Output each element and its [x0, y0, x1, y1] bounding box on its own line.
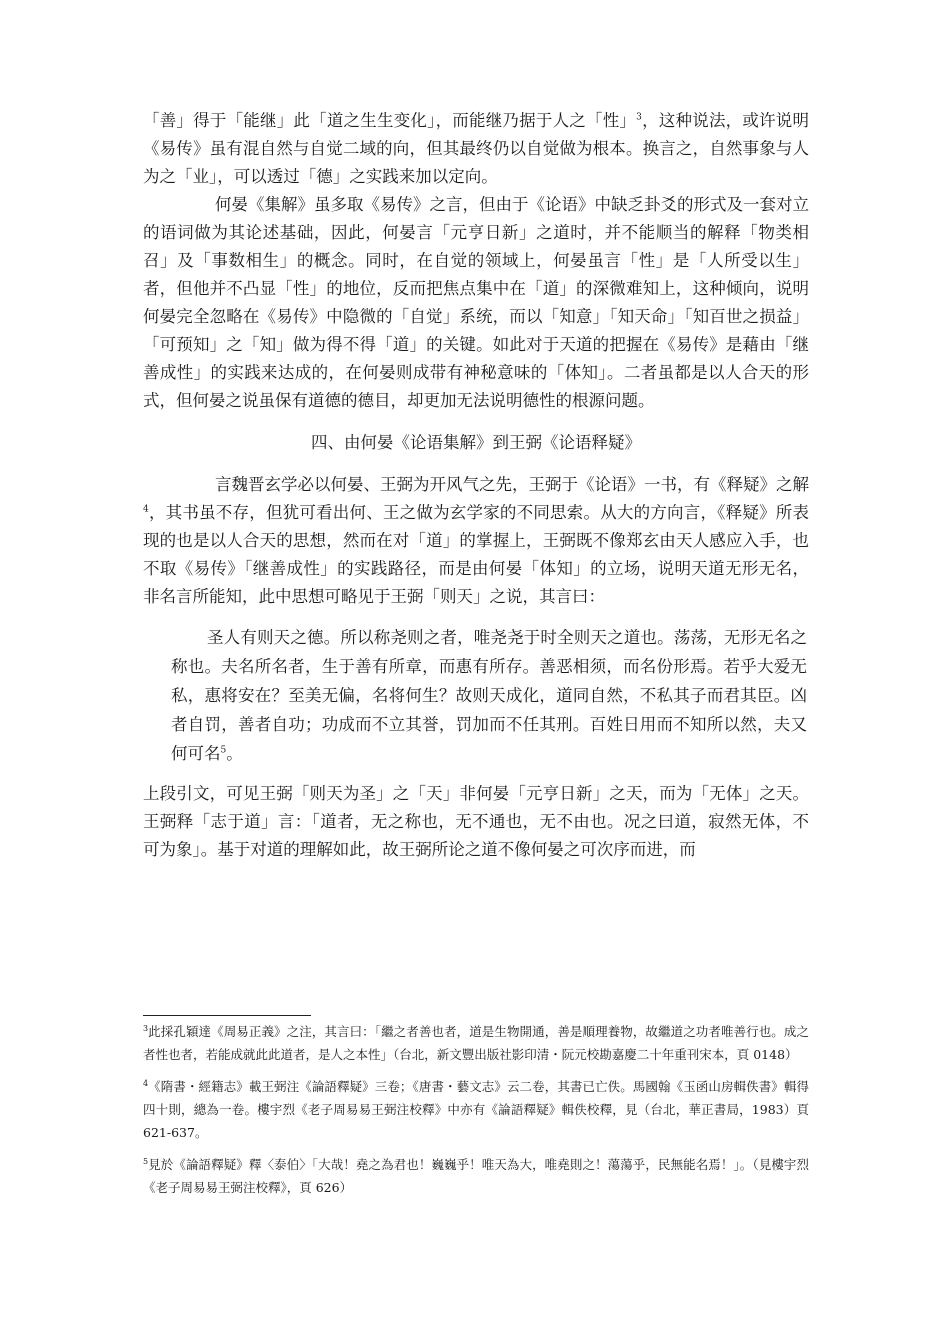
footnote-divider [143, 1015, 311, 1016]
paragraph-1-text-rest: ，这种说法，或许说明《易传》虽有混自然与自觉二域的向，但其最终仍以自觉做为根本。换言之，自然事象与人为之「业」，可以透过「德」之实践来加以定向。 [143, 111, 810, 186]
paragraph-3-text-rest: ，其书虽不存，但犹可看出何、王之做为玄学家的不同思索。从大的方向言，《释疑》所表现的也是以人合天的思想，然而在对「道」的掌握上，王弼既不像郑玄由天人感应入手，也不取《易传》「继善成性」的实践路径，而是由何晏「体知」的立场，说明天道无形无名，非名言所能知，此中思想可略见于王弼「则天」之说，其言曰： [143, 503, 809, 606]
footnote-5 [143, 1153, 809, 1199]
paragraph-2: 何晏《集解》虽多取《易传》之言，但由于《论语》中缺乏卦爻的形式及一套对立的语词做为其论述基础，因此，何晏言「元亨日新」之道时，并不能顺当的解释「物类相召」及「事数相生」的概念。同时，在自觉的领域上，何晏虽言「性」是「人所受以生」者，但他并不凸显「性」的地位，反而把焦点集中在「道」的深微难知上，这种倾向，说明何晏完全忽略在《易传》中隐微的「自觉」系统，而以「知意」「知天命」「知百世之损益」「可预知」之「知」做为得不得「道」的关键。如此对于天道的把握在《易传》是藉由「继善成性」的实践来达成的，在何晏则成带有神秘意味的「体知」。二者虽都是以人合天的形式，但何晏之说虽保有道德的德目，却更加无法说明德性的根源问题。 [143, 195, 809, 410]
footnote-4 [143, 1075, 809, 1144]
footnotes [143, 1020, 809, 1208]
footnote-ref-5[interactable]: 5 [220, 745, 227, 756]
page-body [143, 107, 809, 864]
section-title: 四、由何晏《论语集解》到王弼《论语释疑》 [311, 433, 641, 452]
footnote-3 [143, 1020, 809, 1066]
footnote-ref-4[interactable]: 4 [143, 504, 149, 515]
paragraph-1-text: 「善」得于「能继」此「道之生生变化」，而能继乃据于人之「性」 [143, 111, 637, 130]
block-quote [171, 623, 807, 768]
footnote-number: 3 [143, 1023, 149, 1033]
paragraph-3 [143, 471, 809, 611]
paragraph-4: 上段引文，可见王弼「则天为圣」之「天」非何晏「元亨日新」之天，而为「无体」之天。王弼释「志于道」言：「道者，无之称也，无不通也，无不由也。况之曰道，寂然无体，不可为象」。基于对道的理解如此，故王弼所论之道不像何晏之可次序而进，而 [143, 784, 809, 859]
footnote-text: 此採孔穎達《周易正義》之注，其言曰：「繼之者善也者，道是生物開通，善是順理養物，故繼道之功者唯善行也。成之者性也者，若能成就此此道者，是人之本性」（台北，新文豐出版社影印清・阮元校勘嘉慶二十年重刊宋本，頁 0148） [143, 1024, 809, 1062]
footnote-text: 《隋書・經籍志》載王弼注《論語釋疑》三卷；《唐書・藝文志》云二卷，其書已亡佚。馬國翰《玉函山房輯佚書》輯得四十則，總為一卷。樓宇烈《老子周易易王弼注校釋》中亦有《論語釋疑》輯佚校釋，見（台北，華正書局，1983）頁 621-637。 [143, 1079, 809, 1140]
quote-end: 。 [226, 744, 243, 763]
footnote-ref-3[interactable]: 3 [636, 112, 642, 123]
paragraph-3-text: 言魏晋玄学必以何晏、王弼为开风气之先，王弼于《论语》一书，有《释疑》之解 [215, 475, 809, 494]
footnote-text: 見於《論語釋疑》釋〈泰伯〉「大哉！堯之為君也！巍巍乎！唯天為大，唯堯則之！蕩蕩乎，民無能名焉！」。（見樓宇烈《老子周易易王弼注校釋》，頁 626） [143, 1157, 809, 1195]
footnote-number: 4 [143, 1078, 149, 1088]
footnote-number: 5 [143, 1156, 149, 1166]
paragraph-1 [143, 107, 809, 191]
quote-text: 圣人有则天之德。所以称尧则之者，唯尧尧于时全则天之道也。荡荡，无形无名之称也。夫名所名者，生于善有所章，而惠有所存。善恶相须，而名份形焉。若乎大爱无私，惠将安在？至美无偏，名将何生？故则天成化，道同自然，不私其子而君其臣。凶者自罚，善者自功；功成而不立其誉，罚加而不任其刑。百姓日用而不知所以然，夫又何可名 [171, 628, 807, 763]
